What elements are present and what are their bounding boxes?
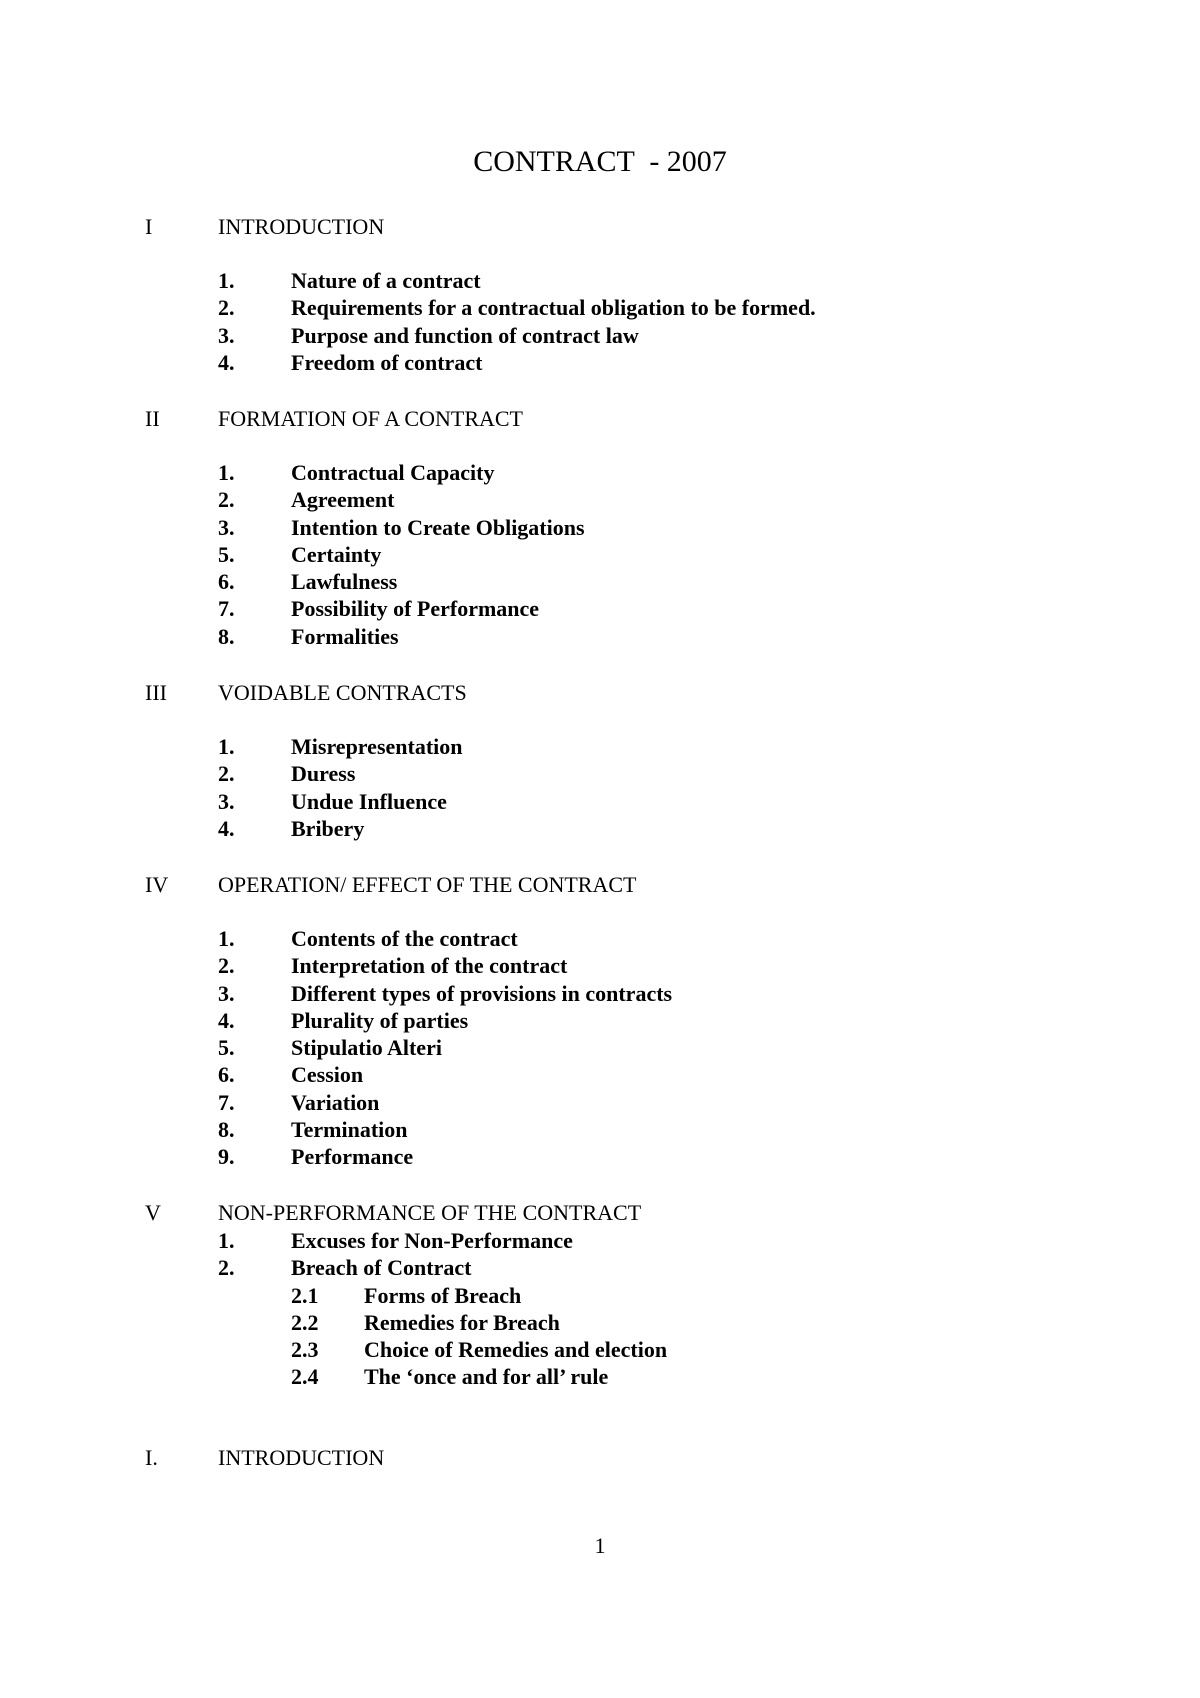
item-label: Excuses for Non-Performance	[291, 1228, 573, 1253]
section-heading	[0, 1444, 1200, 1472]
list-item	[0, 541, 1200, 568]
list-item	[0, 568, 1200, 595]
item-label: Agreement	[291, 487, 395, 513]
item-label: Termination	[291, 1117, 408, 1143]
list-item	[0, 1034, 1200, 1061]
item-number: 3.	[218, 980, 235, 1006]
list-item	[0, 267, 1200, 294]
section-heading	[0, 871, 1200, 899]
item-number: 1.	[218, 734, 235, 759]
item-number: 2.	[218, 1255, 235, 1281]
item-number: 6.	[218, 569, 235, 595]
list-item	[0, 1143, 1200, 1170]
item-number: 9.	[218, 1144, 235, 1170]
section-introduction	[0, 213, 1200, 376]
sub-list-item	[0, 1363, 1200, 1390]
item-label: Cession	[291, 1062, 364, 1088]
item-label: Freedom of contract	[291, 349, 483, 375]
item-number: 8.	[218, 623, 235, 649]
item-number: 1.	[218, 926, 235, 951]
section-items	[0, 925, 1200, 1171]
item-label: Undue Influence	[291, 788, 447, 814]
item-label: Requirements for a contractual obligation to be formed.	[291, 295, 816, 321]
item-label: Different types of provisions in contracts	[291, 980, 673, 1006]
sub-list-item	[0, 1309, 1200, 1336]
section-numeral: IV	[145, 872, 169, 897]
item-number: 5.	[218, 541, 235, 567]
section-heading	[0, 213, 1200, 241]
page-number: 1	[594, 1533, 606, 1558]
document-title: CONTRACT - 2007	[473, 145, 727, 178]
section-numeral: I	[145, 214, 153, 239]
list-item	[0, 760, 1200, 787]
item-label: Misrepresentation	[291, 734, 463, 759]
item-number: 7.	[218, 596, 235, 622]
item-label: Certainty	[291, 541, 382, 567]
list-item	[0, 980, 1200, 1007]
item-label: Stipulatio Alteri	[291, 1035, 442, 1061]
section-numeral: II	[145, 406, 160, 431]
section-title: NON-PERFORMANCE OF THE CONTRACT	[218, 1200, 642, 1225]
item-number: 4.	[218, 1007, 235, 1033]
item-label: Nature of a contract	[291, 268, 481, 293]
item-number: 4.	[218, 815, 235, 841]
item-number: 1.	[218, 268, 235, 293]
item-number: 2.4	[291, 1364, 319, 1390]
item-label: Contractual Capacity	[291, 460, 495, 485]
item-label: Contents of the contract	[291, 926, 518, 951]
section-operation-effect	[0, 871, 1200, 1171]
section-numeral: V	[145, 1200, 161, 1225]
list-item	[0, 815, 1200, 842]
list-item	[0, 1254, 1200, 1281]
sub-list-item	[0, 1336, 1200, 1363]
item-label: The ‘once and for all’ rule	[364, 1364, 609, 1390]
item-number: 2.3	[291, 1337, 319, 1363]
item-label: Bribery	[291, 815, 365, 841]
section-title: FORMATION OF A CONTRACT	[218, 406, 523, 431]
section-items	[0, 459, 1200, 650]
list-item	[0, 1089, 1200, 1116]
list-item	[0, 733, 1200, 760]
list-item	[0, 925, 1200, 952]
item-label: Lawfulness	[291, 569, 398, 595]
section-heading	[0, 405, 1200, 433]
list-item	[0, 349, 1200, 376]
section-title: OPERATION/ EFFECT OF THE CONTRACT	[218, 872, 637, 897]
list-item	[0, 788, 1200, 815]
item-label: Forms of Breach	[364, 1282, 522, 1308]
item-label: Performance	[291, 1144, 414, 1170]
section-introduction-body	[0, 1444, 1200, 1472]
sub-list-item	[0, 1282, 1200, 1309]
item-label: Possibility of Performance	[291, 596, 540, 622]
item-number: 2.	[218, 295, 235, 321]
item-number: 5.	[218, 1035, 235, 1061]
item-label: Duress	[291, 761, 356, 787]
item-label: Plurality of parties	[291, 1007, 469, 1033]
item-number: 6.	[218, 1062, 235, 1088]
item-number: 1.	[218, 1228, 235, 1253]
item-label: Variation	[291, 1089, 380, 1115]
list-item	[0, 623, 1200, 650]
list-item	[0, 595, 1200, 622]
item-number: 3.	[218, 788, 235, 814]
list-item	[0, 322, 1200, 349]
item-number: 8.	[218, 1117, 235, 1143]
item-label: Intention to Create Obligations	[291, 514, 585, 540]
item-label: Breach of Contract	[291, 1255, 472, 1281]
list-item	[0, 1007, 1200, 1034]
item-number: 2.	[218, 761, 235, 787]
list-item	[0, 1227, 1200, 1254]
section-numeral: III	[145, 680, 167, 705]
list-item	[0, 1061, 1200, 1088]
item-number: 3.	[218, 322, 235, 348]
list-item	[0, 514, 1200, 541]
section-voidable-contracts	[0, 679, 1200, 842]
item-label: Interpretation of the contract	[291, 953, 568, 979]
item-number: 1.	[218, 460, 235, 485]
item-label: Purpose and function of contract law	[291, 322, 639, 348]
item-label: Choice of Remedies and election	[364, 1337, 668, 1363]
section-items	[0, 267, 1200, 376]
section-non-performance	[0, 1199, 1200, 1391]
item-number: 2.	[218, 487, 235, 513]
section-title: INTRODUCTION	[218, 1445, 385, 1470]
list-item	[0, 294, 1200, 321]
section-items	[0, 1227, 1200, 1391]
item-label: Formalities	[291, 623, 399, 649]
section-title: INTRODUCTION	[218, 214, 385, 239]
section-heading	[0, 1199, 1200, 1227]
item-number: 3.	[218, 514, 235, 540]
item-number: 2.1	[291, 1282, 319, 1308]
item-label: Remedies for Breach	[364, 1309, 560, 1335]
section-heading	[0, 679, 1200, 707]
section-items	[0, 733, 1200, 842]
section-title: VOIDABLE CONTRACTS	[218, 680, 467, 705]
item-number: 7.	[218, 1089, 235, 1115]
item-number: 2.	[218, 953, 235, 979]
section-numeral: I.	[145, 1445, 158, 1470]
list-item	[0, 952, 1200, 979]
list-item	[0, 486, 1200, 513]
list-item	[0, 1116, 1200, 1143]
item-number: 2.2	[291, 1309, 319, 1335]
list-item	[0, 459, 1200, 486]
item-number: 4.	[218, 349, 235, 375]
section-formation	[0, 405, 1200, 650]
